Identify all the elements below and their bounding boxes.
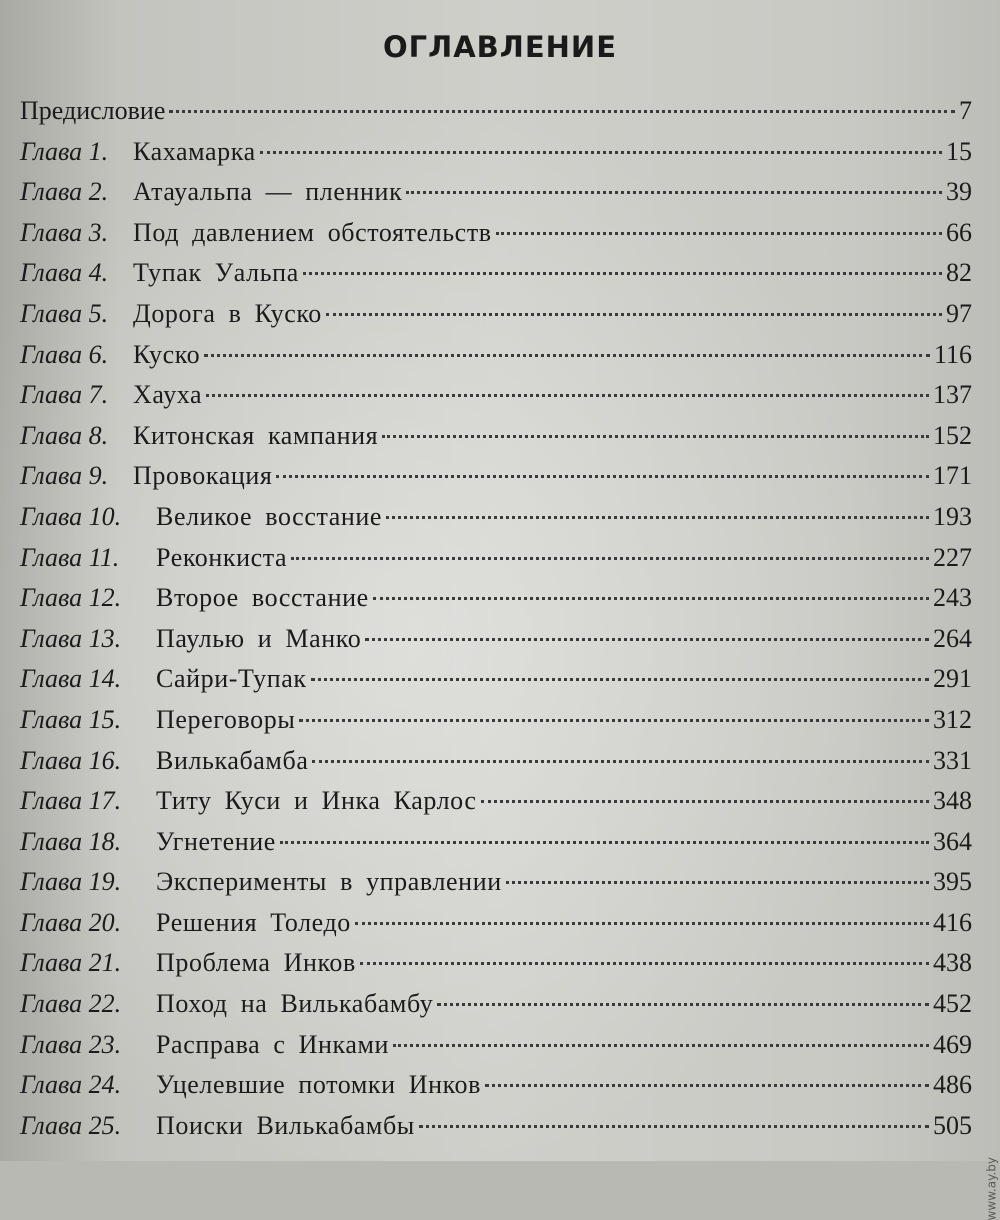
chapter-label: Глава 16. — [20, 745, 122, 775]
dot-leader — [373, 597, 929, 600]
dot-leader — [419, 1125, 929, 1128]
chapter-title: Хауха — [133, 380, 203, 410]
entry-label: Предисловие — [20, 96, 166, 125]
page-number: 193 — [933, 501, 972, 531]
chapter-title: Поход на Вилькабамбу — [156, 989, 434, 1019]
chapter-title: Паулью и Манко — [156, 623, 362, 653]
dot-leader — [406, 191, 942, 194]
chapter-label: Глава 4. — [20, 258, 109, 288]
page-number: 438 — [933, 948, 972, 978]
dot-leader — [485, 1084, 929, 1087]
chapter-title: Под давлением обстоятельств — [133, 217, 492, 247]
chapter-title: Провокация — [133, 461, 273, 491]
dot-leader — [206, 394, 929, 397]
chapter-title: Эксперименты в управлении — [156, 867, 502, 897]
page-number: 82 — [946, 258, 972, 288]
chapter-label: Глава 6. — [20, 339, 109, 369]
page-number: 395 — [933, 867, 972, 897]
page-number: 227 — [933, 542, 972, 572]
page-number: 97 — [946, 298, 972, 328]
chapter-title: Великое восстание — [156, 501, 383, 531]
chapter-label: Глава 3. — [20, 217, 109, 247]
chapter-title: Решения Толедо — [156, 907, 351, 937]
page-number: 416 — [933, 907, 972, 937]
chapter-label: Глава 19. — [20, 867, 122, 897]
chapter-title: Дорога в Куско — [133, 298, 322, 328]
toc-entry — [20, 258, 972, 299]
chapter-label: Глава 7. — [20, 380, 109, 410]
page-number: 452 — [933, 989, 972, 1019]
chapter-title: Сайри-Тупак — [156, 664, 307, 694]
chapter-title: Переговоры — [156, 704, 296, 734]
chapter-label: Глава 22. — [20, 989, 122, 1019]
toc-entry-preface — [20, 96, 972, 137]
toc-entry — [20, 705, 972, 746]
chapter-label: Глава 9. — [20, 461, 109, 491]
page-number: 331 — [933, 745, 972, 775]
toc-entry — [20, 177, 972, 218]
dot-leader — [360, 962, 929, 965]
page-number: 364 — [933, 826, 972, 856]
dot-leader — [169, 110, 955, 113]
dot-leader — [303, 272, 942, 275]
chapter-title: Китонская кампания — [133, 420, 379, 450]
dot-leader — [326, 313, 942, 316]
dot-leader — [291, 557, 929, 560]
toc-entry — [20, 989, 972, 1030]
toc-entry — [20, 827, 972, 868]
page-number: 152 — [933, 420, 972, 450]
chapter-label: Глава 8. — [20, 420, 109, 450]
chapter-title: Куско — [133, 339, 201, 369]
dot-leader — [365, 638, 929, 641]
dot-leader — [299, 719, 929, 722]
page-number: 291 — [933, 664, 972, 694]
toc-list — [20, 96, 972, 1151]
toc-entry — [20, 786, 972, 827]
chapter-label: Глава 25. — [20, 1110, 122, 1140]
toc-entry — [20, 340, 972, 381]
page-number: 312 — [933, 704, 972, 734]
page-number: 264 — [933, 623, 972, 653]
page-number: 469 — [933, 1029, 972, 1059]
toc-entry — [20, 380, 972, 421]
chapter-label: Глава 1. — [20, 136, 109, 166]
dot-leader — [393, 1044, 929, 1047]
page-number: 66 — [946, 217, 972, 247]
chapter-label: Глава 24. — [20, 1070, 122, 1100]
toc-heading: ОГЛАВЛЕНИЕ — [382, 30, 617, 64]
watermark: www.ay.by — [984, 1157, 998, 1220]
toc-entry — [20, 583, 972, 624]
toc-entry — [20, 867, 972, 908]
page-number: 486 — [933, 1070, 972, 1100]
chapter-label: Глава 23. — [20, 1029, 122, 1059]
page-number: 243 — [933, 583, 972, 613]
dot-leader — [496, 232, 942, 235]
chapter-title: Уцелевшие потомки Инков — [156, 1070, 482, 1100]
dot-leader — [204, 354, 930, 357]
toc-entry — [20, 137, 972, 178]
chapter-title: Поиски Вилькабамбы — [156, 1110, 415, 1140]
chapter-label: Глава 13. — [20, 623, 122, 653]
toc-entry — [20, 664, 972, 705]
dot-leader — [280, 841, 929, 844]
chapter-label: Глава 2. — [20, 177, 109, 207]
dot-leader — [276, 475, 929, 478]
chapter-title: Тупак Уальпа — [133, 258, 299, 288]
dot-leader — [382, 435, 929, 438]
chapter-title: Титу Куси и Инка Карлос — [156, 786, 477, 816]
dot-leader — [355, 922, 929, 925]
dot-leader — [481, 800, 929, 803]
chapter-title: Проблема Инков — [156, 948, 356, 978]
chapter-title: Второе восстание — [156, 583, 369, 613]
chapter-label: Глава 5. — [20, 298, 109, 328]
chapter-label: Глава 12. — [20, 583, 122, 613]
toc-entry — [20, 218, 972, 259]
chapter-label: Глава 11. — [20, 542, 120, 572]
chapter-title: Вилькабамба — [156, 745, 309, 775]
chapter-label: Глава 10. — [20, 501, 122, 531]
toc-entry — [20, 624, 972, 665]
toc-entry — [20, 746, 972, 787]
chapter-label: Глава 14. — [20, 664, 122, 694]
dot-leader — [506, 881, 929, 884]
chapter-label: Глава 15. — [20, 704, 122, 734]
page-number: 505 — [933, 1110, 972, 1140]
toc-entry — [20, 502, 972, 543]
page-number: 116 — [933, 339, 972, 369]
chapter-title: Кахамарка — [133, 136, 256, 166]
page-number: 7 — [959, 96, 972, 125]
toc-entry — [20, 421, 972, 462]
page-number: 137 — [933, 380, 972, 410]
chapter-title: Реконкиста — [156, 542, 288, 572]
dot-leader — [437, 1003, 929, 1006]
chapter-title: Угнетение — [156, 826, 276, 856]
dot-leader — [311, 678, 929, 681]
toc-entry — [20, 461, 972, 502]
dot-leader — [386, 516, 929, 519]
page-number: 15 — [946, 136, 972, 166]
chapter-title: Расправа с Инками — [156, 1029, 390, 1059]
toc-entry — [20, 1111, 972, 1152]
page-number: 171 — [933, 461, 972, 491]
toc-entry — [20, 299, 972, 340]
dot-leader — [260, 151, 942, 154]
chapter-label: Глава 17. — [20, 786, 122, 816]
chapter-label: Глава 18. — [20, 826, 122, 856]
chapter-label: Глава 21. — [20, 948, 122, 978]
toc-entry — [20, 1030, 972, 1071]
dot-leader — [312, 760, 929, 763]
toc-entry — [20, 948, 972, 989]
toc-entry — [20, 1070, 972, 1111]
toc-entry — [20, 908, 972, 949]
toc-entry — [20, 543, 972, 584]
page-number: 39 — [946, 177, 972, 207]
page-number: 348 — [933, 786, 972, 816]
chapter-label: Глава 20. — [20, 907, 122, 937]
chapter-title: Атауальпа — пленник — [133, 177, 403, 207]
